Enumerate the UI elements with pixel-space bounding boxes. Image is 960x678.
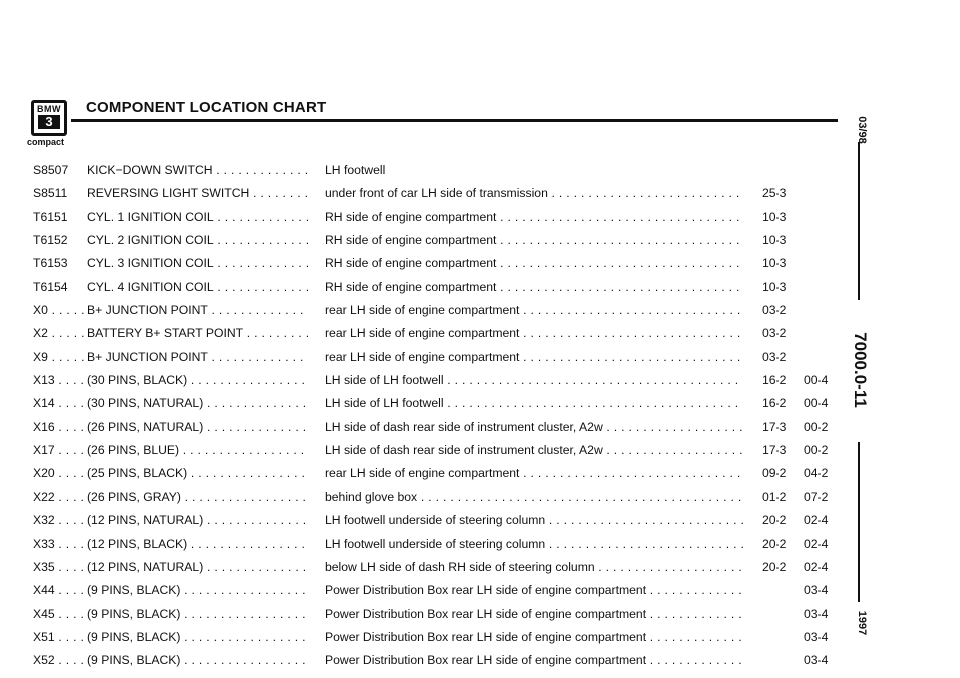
component-id: T6154 xyxy=(33,279,68,294)
component-id: X35 . . . xyxy=(33,556,85,579)
logo-variant: compact xyxy=(27,137,65,147)
component-location: below LH side of dash RH side of steering column . . . xyxy=(325,556,743,579)
component-location: LH footwell underside of steering column . . . xyxy=(325,533,743,556)
component-location: rear LH side of engine compartment . . . xyxy=(325,299,743,322)
component-id: X9 . . . xyxy=(33,346,85,369)
component-location: RH side of engine compartment . . . xyxy=(325,229,743,252)
figure-ref-1: 16-2 xyxy=(762,396,787,411)
side-rule-bottom xyxy=(858,442,860,602)
figure-ref-1: 20-2 xyxy=(762,536,787,551)
component-location: RH side of engine compartment . . . xyxy=(325,276,743,299)
component-description: (9 PINS, BLACK) . . . xyxy=(87,579,308,602)
figure-ref-2: 03-4 xyxy=(804,653,829,668)
side-section-number: 7000.0-11 xyxy=(851,332,870,408)
component-id: X13 . . . xyxy=(33,369,85,392)
figure-ref-2: 00-4 xyxy=(804,373,829,388)
logo-badge xyxy=(31,100,67,136)
component-id: X32 . . . xyxy=(33,509,85,532)
figure-ref-1: 10-3 xyxy=(762,256,787,271)
component-id: X2 . . . xyxy=(33,322,85,345)
figure-ref-1: 10-3 xyxy=(762,233,787,248)
component-location: LH side of dash rear side of instrument cluster, A2w . . . xyxy=(325,416,743,439)
component-description: B+ JUNCTION POINT . . . xyxy=(87,346,308,369)
component-location: rear LH side of engine compartment . . . xyxy=(325,322,743,345)
figure-ref-2: 03-4 xyxy=(804,629,829,644)
component-id: X17 . . . xyxy=(33,439,85,462)
component-description: CYL. 3 IGNITION COIL . . . xyxy=(87,252,308,275)
component-description: (12 PINS, NATURAL) . . . xyxy=(87,509,308,532)
figure-ref-2: 02-4 xyxy=(804,513,829,528)
component-description: BATTERY B+ START POINT . . . xyxy=(87,322,308,345)
figure-ref-1: 03-2 xyxy=(762,349,787,364)
component-id: X45 . . . xyxy=(33,603,85,626)
component-description: CYL. 1 IGNITION COIL . . . xyxy=(87,206,308,229)
component-description: (26 PINS, NATURAL) . . . xyxy=(87,416,308,439)
component-location: rear LH side of engine compartment . . . xyxy=(325,346,743,369)
component-id: T6152 xyxy=(33,233,68,248)
figure-ref-1: 16-2 xyxy=(762,373,787,388)
figure-ref-1: 17-3 xyxy=(762,419,787,434)
figure-ref-2: 00-4 xyxy=(804,396,829,411)
logo-series: 3 xyxy=(38,115,60,129)
component-description: CYL. 4 IGNITION COIL . . . xyxy=(87,276,308,299)
component-location: RH side of engine compartment . . . xyxy=(325,252,743,275)
figure-ref-2: 03-4 xyxy=(804,606,829,621)
figure-ref-1: 10-3 xyxy=(762,279,787,294)
side-year: 1997 xyxy=(856,610,868,636)
component-description: REVERSING LIGHT SWITCH . . . xyxy=(87,182,308,205)
component-location: RH side of engine compartment . . . xyxy=(325,206,743,229)
component-location: under front of car LH side of transmission . . . xyxy=(325,182,743,205)
component-location: LH side of LH footwell . . . xyxy=(325,369,743,392)
component-id: X14 . . . xyxy=(33,392,85,415)
component-location: Power Distribution Box rear LH side of engine compartment . . . xyxy=(325,579,743,602)
figure-ref-1: 25-3 xyxy=(762,186,787,201)
figure-ref-1: 20-2 xyxy=(762,513,787,528)
component-description: CYL. 2 IGNITION COIL . . . xyxy=(87,229,308,252)
component-description: (9 PINS, BLACK) . . . xyxy=(87,649,308,672)
figure-ref-1: 03-2 xyxy=(762,326,787,341)
title-underline xyxy=(71,119,838,122)
component-description: (9 PINS, BLACK) . . . xyxy=(87,603,308,626)
component-location: Power Distribution Box rear LH side of engine compartment . . . xyxy=(325,603,743,626)
figure-ref-2: 00-2 xyxy=(804,443,829,458)
component-description: (26 PINS, GRAY) . . . xyxy=(87,486,308,509)
figure-ref-1: 01-2 xyxy=(762,489,787,504)
figure-ref-2: 04-2 xyxy=(804,466,829,481)
component-id: X16 . . . xyxy=(33,416,85,439)
side-date: 03/98 xyxy=(856,116,868,144)
component-description: (30 PINS, BLACK) . . . xyxy=(87,369,308,392)
component-description: (25 PINS, BLACK) . . . xyxy=(87,462,308,485)
component-id: X33 . . . xyxy=(33,533,85,556)
component-id: S8511 xyxy=(33,186,68,201)
component-id: X51 . . . xyxy=(33,626,85,649)
page-title: COMPONENT LOCATION CHART xyxy=(86,99,327,116)
component-description: (9 PINS, BLACK) . . . xyxy=(87,626,308,649)
component-location: Power Distribution Box rear LH side of engine compartment . . . xyxy=(325,626,743,649)
figure-ref-1: 10-3 xyxy=(762,209,787,224)
figure-ref-1: 17-3 xyxy=(762,443,787,458)
component-location: LH footwell xyxy=(325,163,386,177)
logo-brand: BMW xyxy=(37,104,61,114)
component-description: (30 PINS, NATURAL) . . . xyxy=(87,392,308,415)
component-description: (12 PINS, BLACK) . . . xyxy=(87,533,308,556)
figure-ref-1: 09-2 xyxy=(762,466,787,481)
component-id: X20 . . . xyxy=(33,462,85,485)
component-description: B+ JUNCTION POINT . . . xyxy=(87,299,308,322)
component-location: Power Distribution Box rear LH side of engine compartment . . . xyxy=(325,649,743,672)
figure-ref-1: 03-2 xyxy=(762,303,787,318)
component-id: X0 . . . xyxy=(33,299,85,322)
figure-ref-2: 02-4 xyxy=(804,536,829,551)
component-location: rear LH side of engine compartment . . . xyxy=(325,462,743,485)
component-description: (26 PINS, BLUE) . . . xyxy=(87,439,308,462)
component-id: S8507 xyxy=(33,163,69,177)
figure-ref-2: 00-2 xyxy=(804,419,829,434)
figure-ref-1: 20-2 xyxy=(762,559,787,574)
component-location: LH footwell underside of steering column . . . xyxy=(325,509,743,532)
component-description: KICK−DOWN SWITCH . . . xyxy=(87,159,308,182)
bmw-3-compact-logo xyxy=(27,100,71,147)
figure-ref-2: 02-4 xyxy=(804,559,829,574)
figure-ref-2: 03-4 xyxy=(804,583,829,598)
component-location: behind glove box . . . xyxy=(325,486,743,509)
component-id: T6153 xyxy=(33,256,68,271)
component-id: X44 . . . xyxy=(33,579,85,602)
component-id: X52 . . . xyxy=(33,649,85,672)
component-id: T6151 xyxy=(33,209,68,224)
component-location: LH side of dash rear side of instrument cluster, A2w . . . xyxy=(325,439,743,462)
component-id: X22 . . . xyxy=(33,486,85,509)
side-rule-top xyxy=(858,142,860,300)
figure-ref-2: 07-2 xyxy=(804,489,829,504)
component-location: LH side of LH footwell . . . xyxy=(325,392,743,415)
component-description: (12 PINS, NATURAL) . . . xyxy=(87,556,308,579)
